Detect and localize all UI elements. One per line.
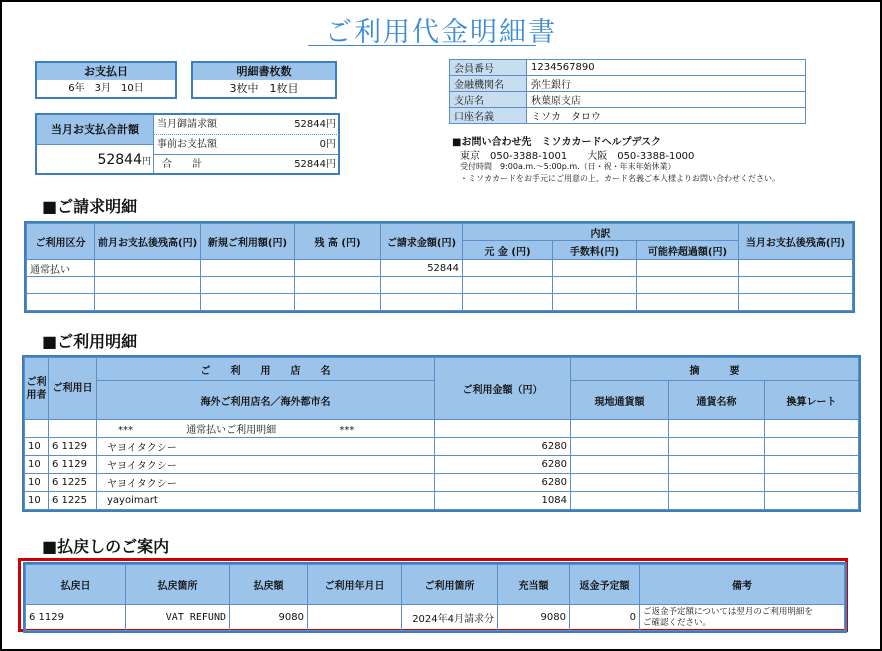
- total-row: [154, 115, 339, 135]
- refund-header: 払戻箇所: [126, 565, 230, 605]
- payment-date-value: 6年 3月 10日: [68, 83, 144, 94]
- billing-header: 内訳: [463, 224, 739, 241]
- refund-header: 備考: [640, 565, 845, 605]
- total-box: [35, 113, 340, 175]
- usage-note-row: [97, 420, 435, 438]
- sheet-count-box: [191, 61, 337, 99]
- total-label: 当月お支払合計額: [37, 115, 153, 144]
- contact-hours: 受付時間 9:00a.m.～5:00p.m.（日・祝・年末年始休業）: [460, 162, 676, 171]
- refund-heading: ■払戻しのご案内: [42, 537, 170, 556]
- total-amount-cell: [37, 144, 153, 174]
- sheet-count-label: 明細書枚数: [193, 63, 335, 80]
- usage-user: 10: [25, 474, 49, 492]
- billing-heading: ■ご請求明細: [42, 197, 138, 216]
- usage-date: 6 1225: [49, 492, 97, 510]
- refund-note-line: ご返金予定額については翌月のご利用明細を: [643, 606, 813, 617]
- usage-user: 10: [25, 456, 49, 474]
- table-row: [25, 474, 859, 492]
- refund-amount: 9080: [230, 605, 308, 631]
- usage-header-user: ご利用者: [25, 358, 49, 420]
- total-row-value: 52844円: [294, 159, 336, 170]
- billing-subheader: 元 金 (円): [463, 241, 553, 260]
- refund-header: 払戻額: [230, 565, 308, 605]
- table-row: [25, 438, 859, 456]
- usage-header-store-sub: 海外ご利用店名／海外都市名: [97, 381, 435, 420]
- table-row: [26, 605, 845, 631]
- contact-note: ・ミソカカードをお手元にご用意の上、カード名義ご本人様よりお問い合わせください。: [460, 174, 780, 183]
- usage-subheader: 換算レート: [765, 381, 859, 420]
- usage-store: ヤヨイタクシー: [97, 474, 435, 492]
- member-value: 1234567890: [527, 60, 806, 76]
- usage-store: ヤヨイタクシー: [97, 438, 435, 456]
- refund-date: 6 1129: [26, 605, 126, 631]
- member-value: 弥生銀行: [527, 76, 806, 92]
- total-row-value: 52844円: [294, 119, 336, 130]
- usage-header-summary: 摘 要: [571, 358, 859, 381]
- page-title: ご利用代金明細書: [325, 17, 557, 48]
- usage-date: 6 1225: [49, 474, 97, 492]
- billing-header: 残 高 (円): [295, 224, 381, 260]
- total-row-value: 0円: [319, 139, 336, 150]
- refund-applied: 9080: [498, 605, 570, 631]
- usage-amount: 6280: [435, 438, 571, 456]
- usage-user: 10: [25, 492, 49, 510]
- total-amount: 52844: [97, 152, 142, 168]
- refund-header: ご利用年月日: [308, 565, 402, 605]
- usage-header-store: ご 利 用 店 名: [97, 358, 435, 381]
- total-row: [154, 155, 339, 174]
- usage-header-date: ご利用日: [49, 358, 97, 420]
- usage-heading: ■ご利用明細: [42, 332, 138, 351]
- refund-note-line: ご確認ください。: [643, 617, 712, 628]
- usage-header-amount: ご利用金額（円）: [435, 358, 571, 420]
- total-row-label: 当月御請求額: [157, 119, 217, 130]
- member-label: 支店名: [450, 92, 527, 108]
- usage-note-left: ***: [118, 425, 133, 436]
- total-row-label: 事前お支払額: [157, 139, 217, 150]
- billing-subheader: 可能枠超過額(円): [637, 241, 739, 260]
- sheet-count-value: 3枚中 1枚目: [229, 82, 299, 95]
- billing-header: ご利用区分: [27, 224, 95, 260]
- table-row: [25, 492, 859, 510]
- refund-header: 返金予定額: [570, 565, 640, 605]
- refund-note: [640, 605, 845, 631]
- member-label: 金融機関名: [450, 76, 527, 92]
- refund-table: [25, 564, 845, 631]
- total-row: [154, 135, 339, 155]
- billing-header: 新規ご利用額(円): [201, 224, 295, 260]
- refund-header: ご利用箇所: [402, 565, 498, 605]
- refund-use-date: [308, 605, 402, 631]
- usage-date: 6 1129: [49, 438, 97, 456]
- refund-header: 払戻日: [26, 565, 126, 605]
- billing-type: 通常払い: [27, 260, 95, 277]
- billing-table: [26, 223, 853, 311]
- title-underline: [308, 45, 536, 46]
- billing-header: 前月お支払後残高(円): [95, 224, 201, 260]
- member-value: 秋葉原支店: [527, 92, 806, 108]
- contact-phones: 東京 050-3388-1001 大阪 050-3388-1000: [460, 151, 695, 162]
- usage-amount: 6280: [435, 474, 571, 492]
- usage-date: 6 1129: [49, 456, 97, 474]
- usage-subheader: 通貨名称: [669, 381, 765, 420]
- refund-planned: 0: [570, 605, 640, 631]
- total-yen: 円: [141, 157, 151, 167]
- billing-amount: 52844: [381, 260, 463, 277]
- refund-header: 充当額: [498, 565, 570, 605]
- usage-table: [24, 357, 859, 510]
- payment-date-label: お支払日: [37, 63, 175, 80]
- total-row-label: 合 計: [162, 159, 202, 170]
- usage-note-text: 通常払いご利用明細: [186, 425, 277, 436]
- usage-store: ヤヨイタクシー: [97, 456, 435, 474]
- total-breakdown: [153, 115, 339, 173]
- billing-header: ご請求金額(円): [381, 224, 463, 260]
- usage-note-right: ***: [339, 425, 355, 436]
- usage-subheader: 現地通貨額: [571, 381, 669, 420]
- table-row: [25, 456, 859, 474]
- contact-title: ■お問い合わせ先 ミソカカードヘルプデスク: [452, 137, 662, 148]
- refund-use-place: 2024年4月請求分: [402, 605, 498, 631]
- billing-subheader: 手数料(円): [553, 241, 637, 260]
- member-label: 会員番号: [450, 60, 527, 76]
- member-info-table: [449, 59, 806, 124]
- usage-amount: 6280: [435, 456, 571, 474]
- usage-user: 10: [25, 438, 49, 456]
- member-label: 口座名義: [450, 108, 527, 124]
- billing-header: 当月お支払後残高(円): [739, 224, 853, 260]
- refund-place: VAT REFUND: [126, 605, 230, 631]
- usage-store: yayoimart: [97, 492, 435, 510]
- usage-amount: 1084: [435, 492, 571, 510]
- payment-date-box: [35, 61, 177, 99]
- member-value: ミソカ タロウ: [527, 108, 806, 124]
